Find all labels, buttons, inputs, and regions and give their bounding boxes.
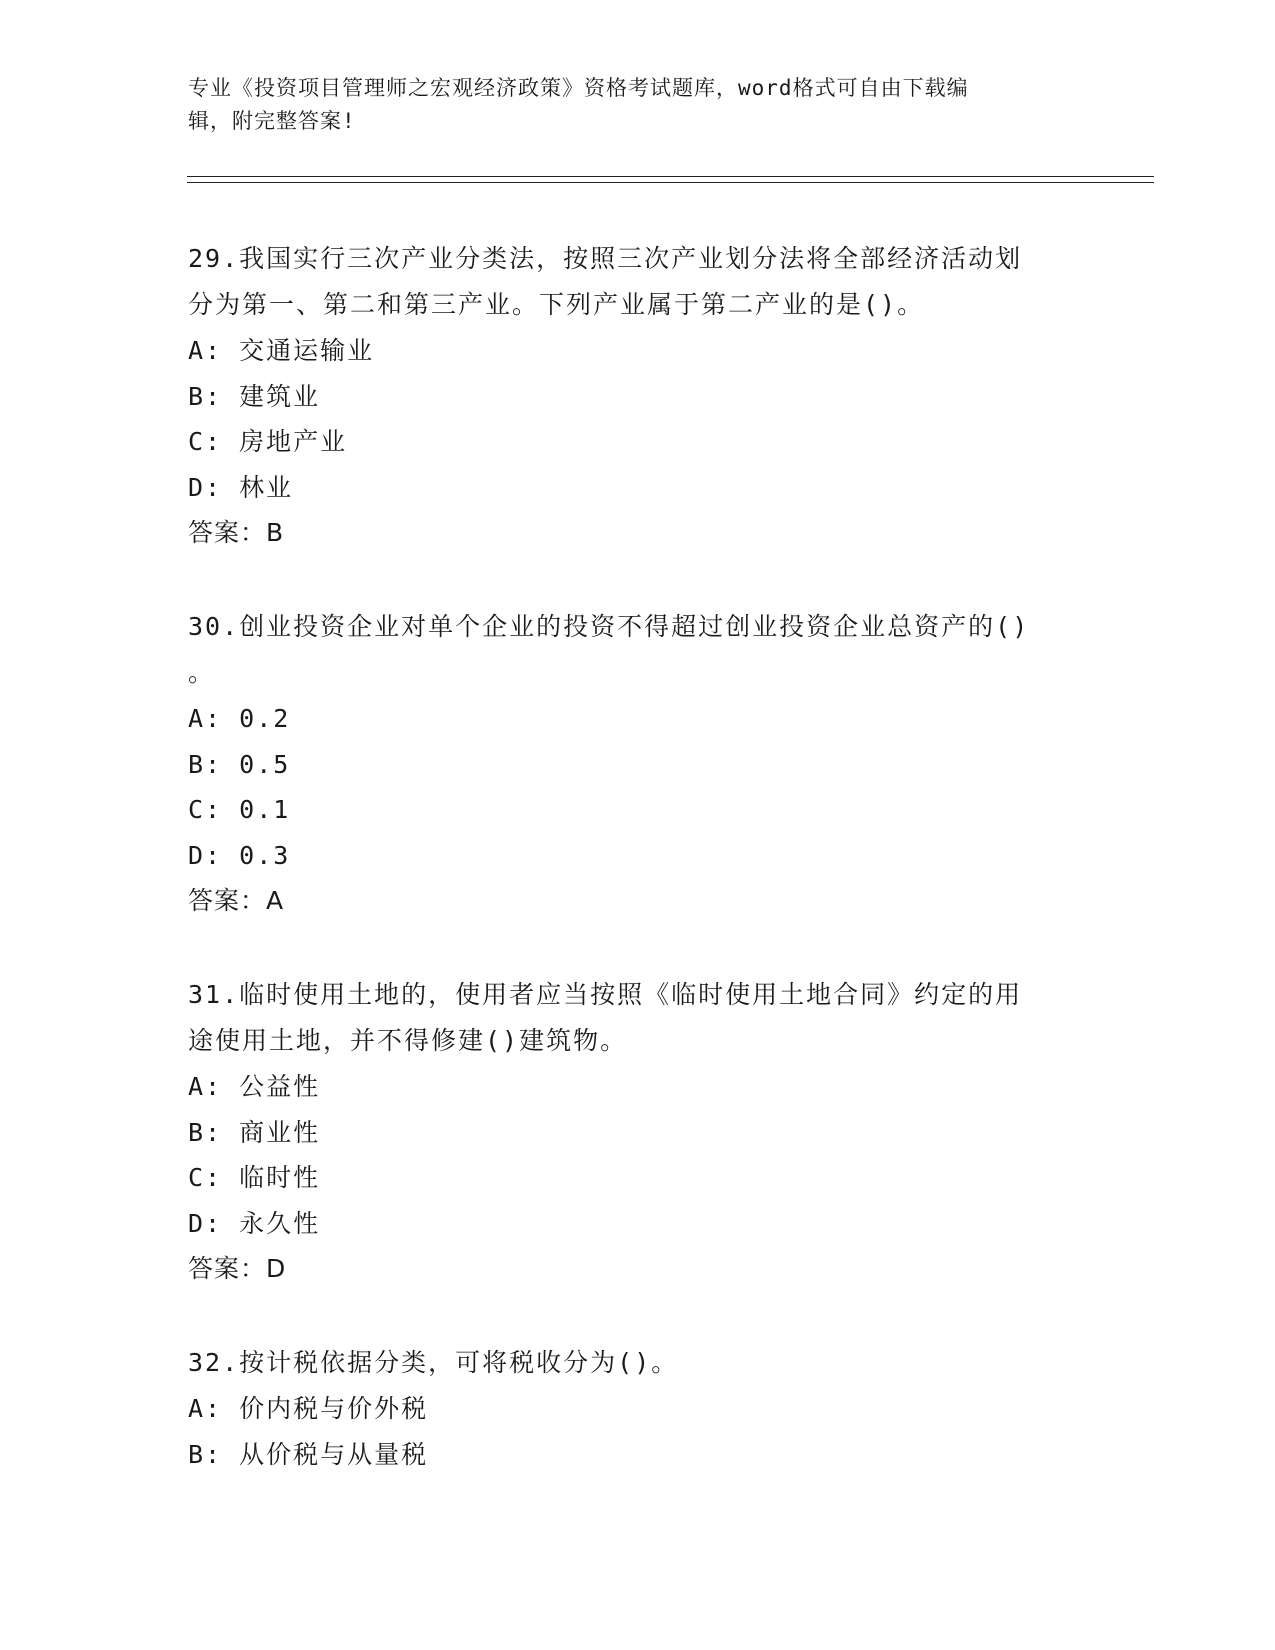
option-a: A: 公益性 <box>188 1072 321 1101</box>
option-b: B: 商业性 <box>188 1117 321 1147</box>
header-line-2: 辑，附完整答案! <box>188 109 356 133</box>
answer-label: 答案：D <box>188 1254 287 1283</box>
question-stem-line: 30.创业投资企业对单个企业的投资不得超过创业投资企业总资产的() <box>188 612 1030 641</box>
question-stem-line: 途使用土地，并不得修建()建筑物。 <box>188 1026 628 1055</box>
question-stem-line: 31.临时使用土地的，使用者应当按照《临时使用土地合同》约定的用 <box>188 980 1023 1009</box>
question-29 <box>188 236 1088 556</box>
header-line-1: 专业《投资项目管理师之宏观经济政策》资格考试题库，word格式可自由下载编 <box>188 76 969 100</box>
option-c: C: 房地产业 <box>188 427 348 456</box>
option-a: A: 交通运输业 <box>188 336 375 365</box>
question-30 <box>188 604 1088 924</box>
header-divider-bottom <box>187 182 1154 183</box>
question-stem-line: 分为第一、第二和第三产业。下列产业属于第二产业的是()。 <box>188 290 925 319</box>
question-31 <box>188 972 1088 1292</box>
header-divider-top <box>187 176 1154 177</box>
option-b: B: 建筑业 <box>188 381 321 411</box>
option-c: C: 0.1 <box>188 795 291 824</box>
question-stem-line: 29.我国实行三次产业分类法，按照三次产业划分法将全部经济活动划 <box>188 244 1023 273</box>
question-32 <box>188 1340 1088 1477</box>
answer-label: 答案：A <box>188 886 285 915</box>
option-d: D: 0.3 <box>188 840 291 870</box>
option-c: C: 临时性 <box>188 1163 321 1192</box>
answer-label: 答案：B <box>188 518 285 547</box>
question-list <box>188 236 1088 1525</box>
question-stem-line: 。 <box>188 658 216 687</box>
option-a: A: 0.2 <box>188 704 291 733</box>
option-d: D: 永久性 <box>188 1208 321 1238</box>
option-b: B: 0.5 <box>188 749 291 779</box>
question-stem-line: 32.按计税依据分类，可将税收分为()。 <box>188 1348 679 1377</box>
document-header <box>188 72 1068 138</box>
option-a: A: 价内税与价外税 <box>188 1394 429 1423</box>
option-d: D: 林业 <box>188 472 294 502</box>
option-b: B: 从价税与从量税 <box>188 1439 429 1469</box>
